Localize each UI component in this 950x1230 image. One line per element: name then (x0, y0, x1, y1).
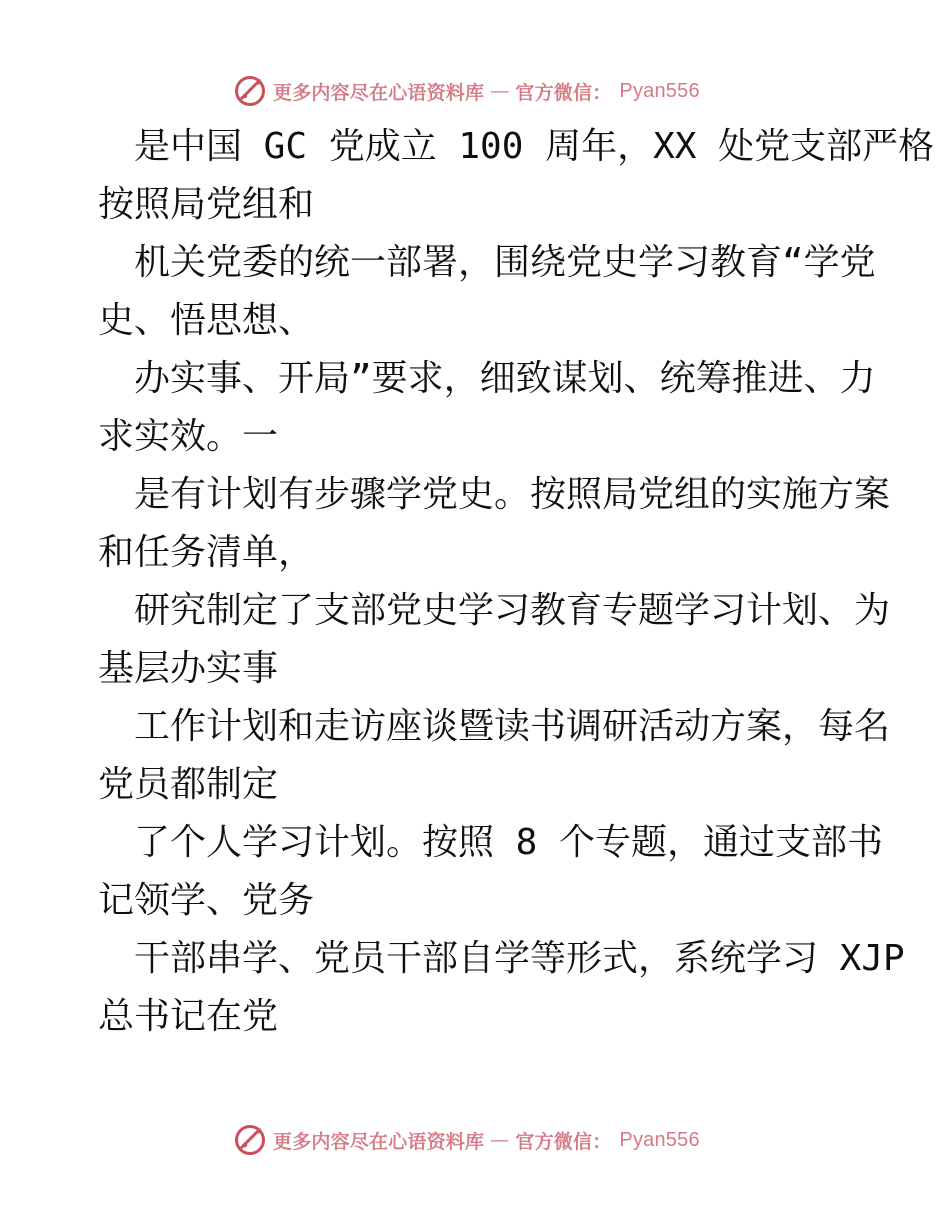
body-line: 记领学、党务 (98, 880, 315, 921)
document-body (98, 118, 935, 1046)
watermark-separator: — (490, 80, 510, 102)
body-line: 按照局党组和 (98, 184, 315, 225)
body-line: 史、悟思想、 (98, 300, 315, 341)
watermark-main-text: 更多内容尽在心语资料库 (273, 81, 485, 104)
body-line: 求实效。一 (98, 416, 279, 457)
body-line: 党员都制定 (98, 764, 279, 805)
header-watermark (233, 72, 733, 110)
body-line: 研究制定了支部党史学习教育专题学习计划、为 (134, 590, 891, 631)
body-line: 是有计划有步骤学党史。按照局党组的实施方案 (134, 474, 891, 515)
body-line: 总书记在党 (98, 996, 279, 1037)
watermark-id-text: Pyan556 (619, 1128, 700, 1151)
body-line: 了个人学习计划。按照 8 个专题，通过支部书 (134, 822, 884, 863)
watermark-sub-text: 官方微信： (515, 1130, 612, 1153)
body-line: 是中国 GC 党成立 100 周年，XX 处党支部严格 (134, 126, 935, 167)
body-line: 和任务清单， (98, 532, 315, 573)
red-circle-pen-logo-icon (233, 1123, 267, 1157)
body-line: 干部串学、党员干部自学等形式，系统学习 XJP (134, 938, 905, 979)
body-line: 工作计划和走访座谈暨读书调研活动方案，每名 (134, 706, 891, 747)
watermark-main-text: 更多内容尽在心语资料库 (273, 1130, 485, 1153)
body-line: 基层办实事 (98, 648, 279, 689)
body-line: 机关党委的统一部署，围绕党史学习教育“学党 (134, 242, 876, 283)
watermark-sub-text: 官方微信： (515, 81, 612, 104)
watermark-id-text: Pyan556 (619, 79, 700, 102)
watermark-separator: — (490, 1129, 510, 1151)
footer-watermark (233, 1121, 733, 1159)
red-circle-pen-logo-icon (233, 74, 267, 108)
body-line: 办实事、开局”要求，细致谋划、统筹推进、力 (134, 358, 876, 399)
